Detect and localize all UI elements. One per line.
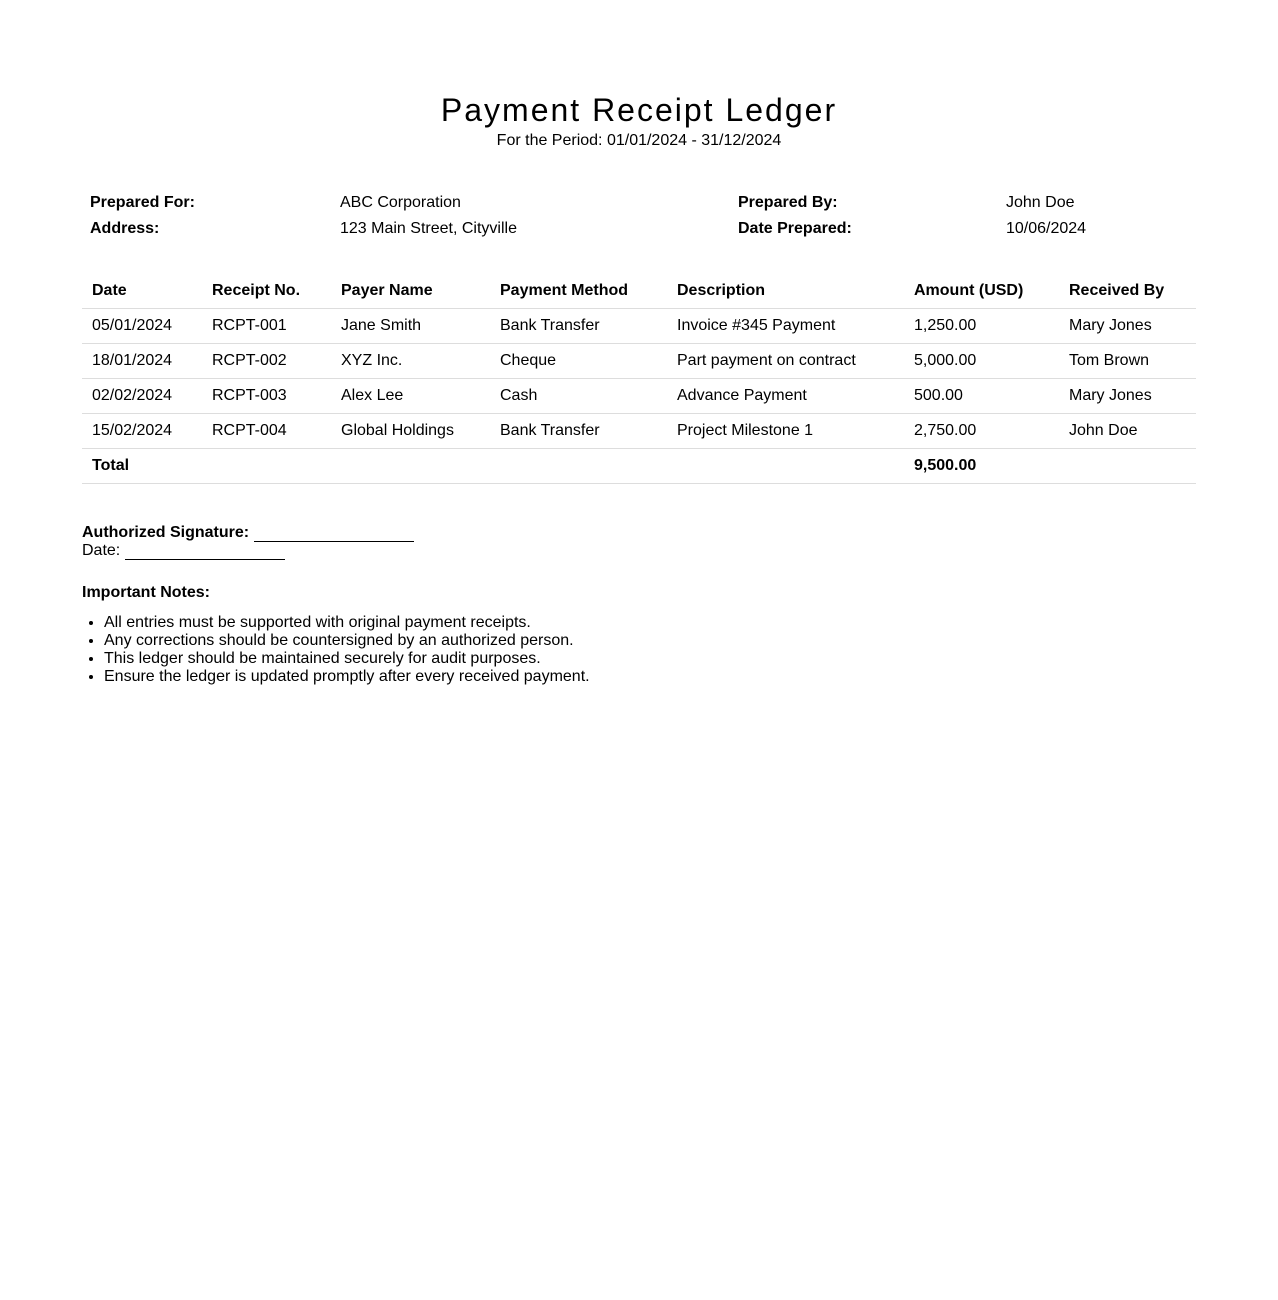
authorized-signature-label: Authorized Signature:	[82, 524, 250, 541]
table-row	[82, 309, 1196, 344]
column-header-payment-method: Payment Method	[490, 274, 667, 309]
cell-receipt-no: RCPT-002	[202, 344, 331, 379]
ledger-info	[82, 192, 1196, 244]
signature-line	[254, 527, 414, 542]
cell-payer-name: Jane Smith	[331, 309, 490, 344]
cell-description: Project Milestone 1	[667, 414, 904, 449]
address-value: 123 Main Street, Cityville	[340, 220, 517, 237]
authorized-signature-row	[82, 524, 414, 542]
cell-description: Part payment on contract	[667, 344, 904, 379]
cell-received-by: John Doe	[1059, 414, 1196, 449]
total-label: Total	[82, 449, 202, 484]
notes-list	[82, 614, 590, 686]
signature-block	[82, 524, 414, 560]
cell-date: 02/02/2024	[82, 379, 202, 414]
signature-date-label: Date:	[82, 542, 121, 559]
date-prepared-value: 10/06/2024	[1006, 220, 1087, 237]
page-title: Payment Receipt Ledger	[440, 92, 838, 128]
cell-date: 18/01/2024	[82, 344, 202, 379]
list-item: • This ledger should be maintained securely for audit purposes.	[104, 650, 590, 668]
column-header-description: Description	[667, 274, 904, 309]
info-row	[82, 218, 1196, 244]
cell-receipt-no: RCPT-003	[202, 379, 331, 414]
cell-description: Advance Payment	[667, 379, 904, 414]
cell-amount: 2,750.00	[904, 414, 1059, 449]
date-line	[125, 545, 285, 560]
ledger-table	[82, 274, 1196, 484]
list-item: • Any corrections should be countersigned by an authorized person.	[104, 632, 590, 650]
period-subtitle: For the Period: 01/01/2024 - 31/12/2024	[496, 132, 782, 149]
info-row	[82, 192, 1196, 218]
table-row	[82, 344, 1196, 379]
cell-payer-name: Alex Lee	[331, 379, 490, 414]
table-header-row	[82, 274, 1196, 309]
cell-payment-method: Cheque	[490, 344, 667, 379]
cell-date: 05/01/2024	[82, 309, 202, 344]
cell-receipt-no: RCPT-004	[202, 414, 331, 449]
list-item: • Ensure the ledger is updated promptly after every received payment.	[104, 668, 590, 686]
cell-amount: 1,250.00	[904, 309, 1059, 344]
column-header-amount: Amount (USD)	[904, 274, 1059, 309]
column-header-payer-name: Payer Name	[331, 274, 490, 309]
empty-cell	[331, 449, 490, 484]
cell-amount: 5,000.00	[904, 344, 1059, 379]
table-row	[82, 414, 1196, 449]
cell-payment-method: Bank Transfer	[490, 309, 667, 344]
total-row	[82, 449, 1196, 484]
cell-received-by: Mary Jones	[1059, 309, 1196, 344]
cell-received-by: Mary Jones	[1059, 379, 1196, 414]
cell-date: 15/02/2024	[82, 414, 202, 449]
empty-cell	[1059, 449, 1196, 484]
cell-payment-method: Cash	[490, 379, 667, 414]
cell-received-by: Tom Brown	[1059, 344, 1196, 379]
empty-cell	[667, 449, 904, 484]
cell-payer-name: XYZ Inc.	[331, 344, 490, 379]
cell-description: Invoice #345 Payment	[667, 309, 904, 344]
notes-title: Important Notes:	[82, 584, 210, 601]
address-label: Address:	[90, 220, 160, 237]
column-header-receipt-no: Receipt No.	[202, 274, 331, 309]
cell-receipt-no: RCPT-001	[202, 309, 331, 344]
list-item: • All entries must be supported with original payment receipts.	[104, 614, 590, 632]
cell-payer-name: Global Holdings	[331, 414, 490, 449]
column-header-received-by: Received By	[1059, 274, 1196, 309]
prepared-by-label: Prepared By:	[738, 194, 838, 211]
column-header-date: Date	[82, 274, 202, 309]
total-amount: 9,500.00	[904, 449, 1059, 484]
prepared-by-value: John Doe	[1006, 194, 1075, 211]
cell-amount: 500.00	[904, 379, 1059, 414]
empty-cell	[202, 449, 331, 484]
signature-date-row	[82, 542, 414, 560]
table-row	[82, 379, 1196, 414]
date-prepared-label: Date Prepared:	[738, 220, 852, 237]
prepared-for-value: ABC Corporation	[340, 194, 461, 211]
prepared-for-label: Prepared For:	[90, 194, 195, 211]
empty-cell	[490, 449, 667, 484]
cell-payment-method: Bank Transfer	[490, 414, 667, 449]
